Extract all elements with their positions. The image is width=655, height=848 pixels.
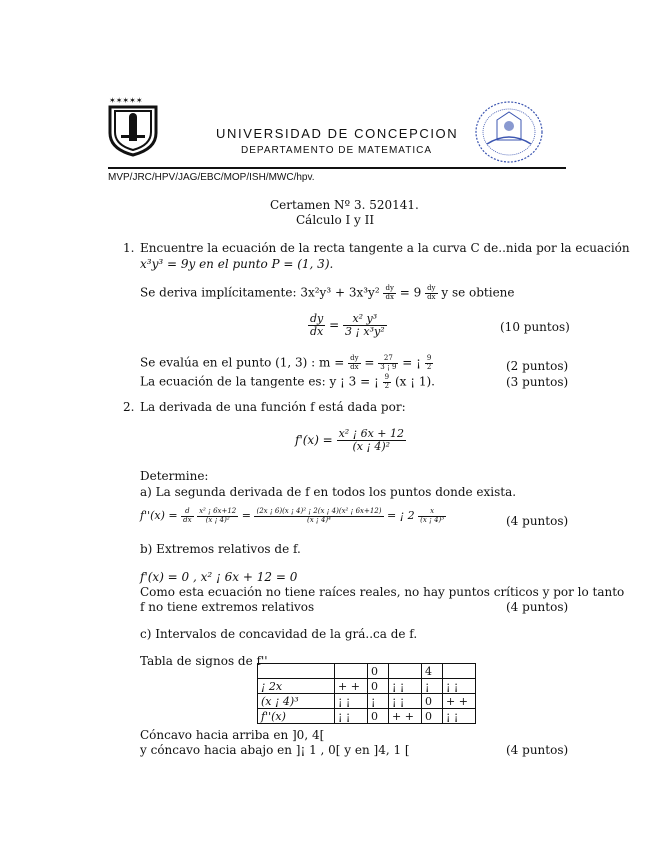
q1-tangent-text: La ecuación de la tangente es: y ¡ 3 = ¡ xyxy=(140,374,379,389)
table-cell: ¡ ¡ xyxy=(335,694,368,709)
q1-implicit-mid: = 9 xyxy=(399,285,422,300)
q1-deriv-lhs-num: dy xyxy=(310,312,324,325)
sign-table-header xyxy=(258,664,476,679)
q1-implicit-derivation xyxy=(140,285,515,301)
q2-fprime-fraction xyxy=(337,428,406,453)
table-cell: 4 xyxy=(422,664,443,679)
q2-a-expr1 xyxy=(197,508,238,524)
q2-fprime-lhs: f'(x) = xyxy=(295,433,333,448)
q1-tangent-points: (3 puntos) xyxy=(506,375,569,389)
table-row xyxy=(258,679,476,694)
table-cell xyxy=(389,664,422,679)
q2-a-d-dx xyxy=(181,508,193,524)
q1-eval-result-num: 9 xyxy=(426,354,432,362)
q1-evaluation: Se evalúa en el punto (1, 3) : m = $\frac{dy}{dx}$ = $\frac{27}{3 ¡ 9}$ = ¡ $\frac{9}{2}$ xyxy=(140,354,432,371)
q1-eval-text: Se evalúa en el punto (1, 3) : m = xyxy=(140,355,345,370)
table-cell: 0 xyxy=(422,709,443,724)
q1-eval-num: 27 xyxy=(378,355,398,364)
q2-a-formula: f''(x) = $\frac{d}{dx}$ $\frac{\text{x² ¡ 6x+12}}{\text{(x ¡ 4)²}}$ = $\frac{\text{(2x ¡ 6)(x ¡ 4)² ¡ 2(x ¡ 4)(x² ¡ 6x+12)}}{\text{(x ¡ 4)⁴}}$ = ¡ 2 $\frac{x}{\text{(x ¡ 4)³}}$ xyxy=(140,507,445,524)
q1-eval-dydx xyxy=(348,355,360,371)
table-cell xyxy=(443,664,476,679)
q2-a-d-num: d xyxy=(181,508,193,517)
q1-deriv-rhs-num: x² y³ xyxy=(343,313,387,326)
table-cell: (x ¡ 4)³ xyxy=(258,694,335,709)
q2-a-result-den: (x ¡ 4)³ xyxy=(420,515,445,524)
q1-eval-den: 3 ¡ 9 xyxy=(380,362,397,371)
q1-deriv-rhs-den: 3 ¡ x³y² xyxy=(344,325,385,339)
table-cell: ¡ ¡ xyxy=(335,709,368,724)
q1-dydx-num: dy xyxy=(385,284,394,292)
q2-b-text1: Como esta ecuación no tiene raíces reales, no hay puntos críticos y por lo tanto xyxy=(140,585,625,599)
q2-b-equation: f'(x) = 0 , x² ¡ 6x + 12 = 0 xyxy=(140,570,298,584)
table-cell: ¡ ¡ xyxy=(389,679,422,694)
q1-tangent-slope-den: 2 xyxy=(384,381,390,390)
university-name: UNIVERSIDAD DE CONCEPCION xyxy=(216,126,459,141)
q1-dydx-fraction-2 xyxy=(425,285,437,301)
q1-eval-value: = ¡ xyxy=(402,355,421,370)
q2-a-expr1-num: x² ¡ 6x+12 xyxy=(199,507,237,515)
q2-fprime-num: x² ¡ 6x + 12 xyxy=(338,427,405,440)
q1-number: 1. xyxy=(123,241,135,255)
q2-fprime-den: (x ¡ 4)² xyxy=(352,440,391,454)
exam-title: Certamen Nº 3. 520141. xyxy=(270,198,419,212)
q1-deriv-rhs xyxy=(343,313,387,338)
q1-statement-line2: x³y³ = 9y en el punto P = (1, 3). xyxy=(140,257,334,271)
q2-table-label: Tabla de signos de f'' xyxy=(140,654,268,668)
table-cell: + + xyxy=(443,694,476,709)
q2-a-d-den: dx xyxy=(183,515,192,524)
q2-intro: La derivada de una función f está dada por: xyxy=(140,400,406,414)
q1-implicit-suffix: y se obtiene xyxy=(441,285,515,300)
q1-eval-points: (2 puntos) xyxy=(506,359,569,373)
q1-dydx-den: dx xyxy=(385,292,394,301)
q1-statement-line1: Encuentre la ecuación de la recta tangente a la curva C de..nida por la ecuación xyxy=(140,241,630,255)
q2-a-expr2-num: (2x ¡ 6)(x ¡ 4)² ¡ 2(x ¡ 4)(x² ¡ 6x+12) xyxy=(256,507,382,515)
q2-b-label: b) Extremos relativos de f. xyxy=(140,542,301,556)
q2-concave-up: Cóncavo hacia arriba en ]0, 4[ xyxy=(140,728,325,742)
q1-eval-dydx-num: dy xyxy=(350,354,359,362)
q1-dydx-fraction xyxy=(383,285,395,301)
table-cell xyxy=(335,664,368,679)
q2-a-expr2-den: (x ¡ 4)⁴ xyxy=(307,515,331,524)
table-cell: ¡ ¡ xyxy=(443,709,476,724)
table-cell: + + xyxy=(335,679,368,694)
table-cell: + + xyxy=(389,709,422,724)
q2-determine: Determine: xyxy=(140,469,209,483)
header-rule xyxy=(108,167,566,169)
university-seal-icon xyxy=(473,100,545,164)
q2-a-expr2 xyxy=(254,508,383,524)
q1-derivative-formula: $\frac{dy}{dx}$ = $\frac{\text{x² y³}}{\text{3 ¡ x³y²}}$ xyxy=(310,312,385,339)
department-name: DEPARTAMENTO DE MATEMATICA xyxy=(241,145,433,156)
table-row xyxy=(258,694,476,709)
table-row xyxy=(258,709,476,724)
university-crest-icon xyxy=(107,95,159,157)
svg-text:✶✶✶✶✶: ✶✶✶✶✶ xyxy=(109,96,143,105)
q2-a-result: = ¡ 2 xyxy=(387,509,415,523)
q1-eval-fraction xyxy=(378,355,398,371)
q2-a-expr1-den: (x ¡ 4)² xyxy=(205,515,230,524)
authors-line: MVP/JRC/HPV/JAG/EBC/MOP/ISH/MWC/hpv. xyxy=(108,172,315,183)
table-cell: 0 xyxy=(368,664,389,679)
q2-c-label: c) Intervalos de concavidad de la grá..ca de f. xyxy=(140,627,418,641)
table-cell: ¡ 2x xyxy=(258,679,335,694)
sign-table xyxy=(257,663,476,724)
q1-eval-result xyxy=(425,355,433,371)
q2-number: 2. xyxy=(123,400,135,414)
table-cell: f''(x) xyxy=(258,709,335,724)
q2-a-points: (4 puntos) xyxy=(506,514,569,528)
table-cell: 0 xyxy=(422,694,443,709)
q2-a-lhs: f''(x) = xyxy=(140,509,178,523)
table-cell: ¡ xyxy=(422,679,443,694)
q1-deriv-lhs-den: dx xyxy=(310,325,324,339)
q2-a-result-fraction xyxy=(418,508,446,524)
q1-deriv-points: (10 puntos) xyxy=(500,320,570,334)
exam-subtitle: Cálculo I y II xyxy=(296,213,375,227)
q1-tangent-suffix: (x ¡ 1). xyxy=(394,374,435,389)
q2-b-text2: f no tiene extremos relativos xyxy=(140,600,315,614)
q2-concave-down: y cóncavo hacia abajo en ]¡ 1 , 0[ y en ]4, 1 [ xyxy=(140,743,410,757)
q1-tangent-slope-num: 9 xyxy=(384,373,390,381)
q1-dydx-num-2: dy xyxy=(427,284,436,292)
q2-b-points: (4 puntos) xyxy=(506,600,569,614)
q1-implicit-prefix: Se deriva implícitamente: 3x²y³ + 3x³y² xyxy=(140,285,380,300)
table-cell: ¡ ¡ xyxy=(443,679,476,694)
table-cell: ¡ ¡ xyxy=(389,694,422,709)
q1-deriv-lhs xyxy=(308,313,325,338)
q2-a-result-num: x xyxy=(418,508,446,517)
q2-c-points: (4 puntos) xyxy=(506,743,569,757)
table-cell: 0 xyxy=(368,709,389,724)
table-cell: 0 xyxy=(368,679,389,694)
q1-eval-dydx-den: dx xyxy=(350,362,359,371)
q1-tangent xyxy=(140,374,435,390)
table-cell xyxy=(258,664,335,679)
q2-fprime-formula xyxy=(295,428,406,453)
q1-tangent-slope xyxy=(383,374,391,390)
q2-a-label: a) La segunda derivada de f en todos los puntos donde exista. xyxy=(140,485,517,499)
q1-eval-result-den: 2 xyxy=(426,362,432,371)
q1-dydx-den-2: dx xyxy=(427,292,436,301)
table-cell: ¡ xyxy=(368,694,389,709)
